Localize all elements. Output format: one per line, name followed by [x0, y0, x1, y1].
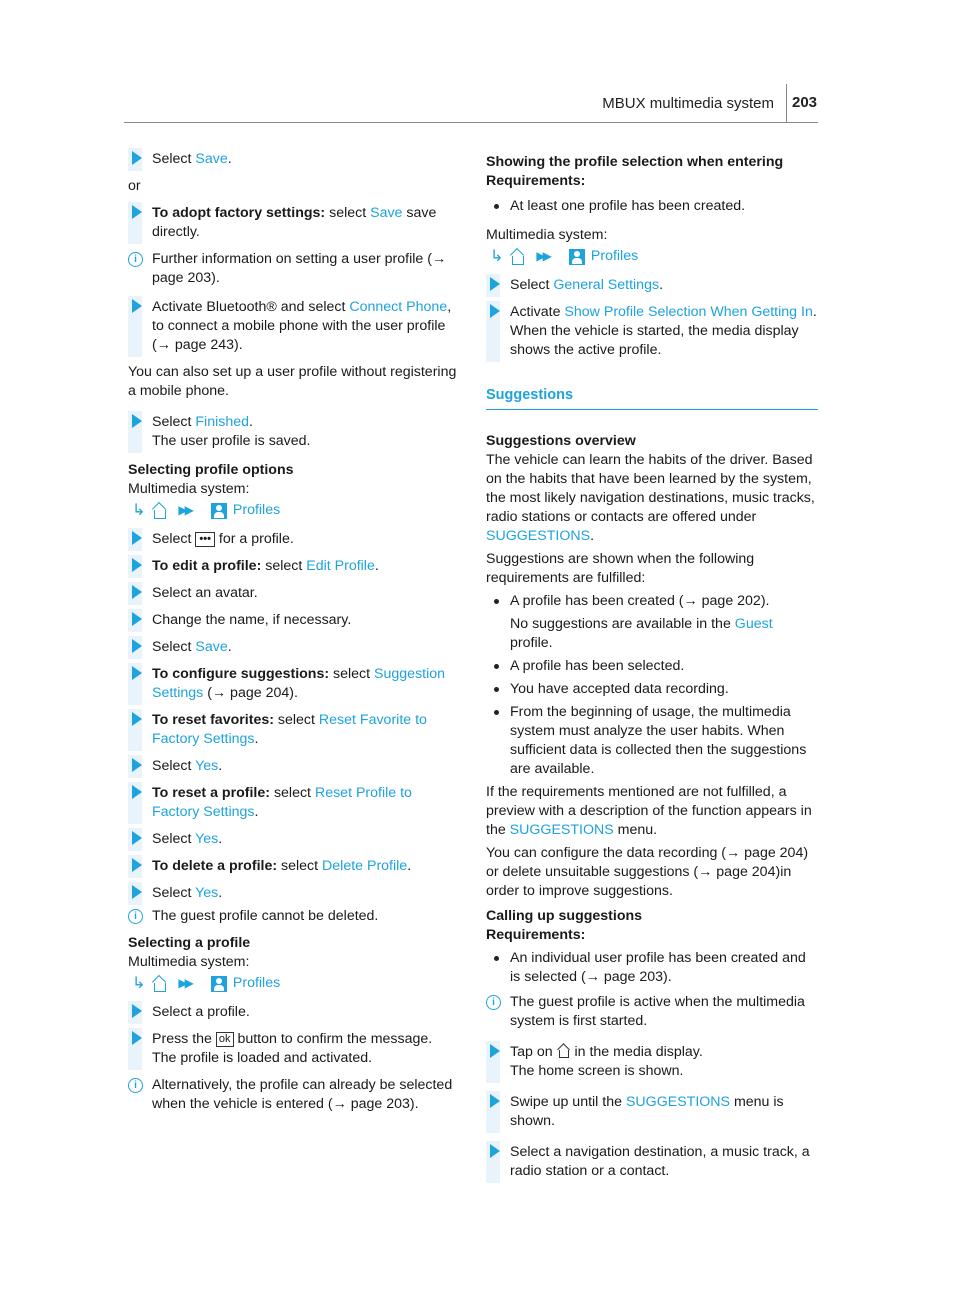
menu-link-profiles[interactable]: Profiles: [590, 248, 639, 264]
menu-link-reset-profile[interactable]: Reset Profile to Factory Settings: [152, 785, 412, 820]
right-column: [486, 150, 818, 1189]
step-delete-profile: To delete a profile: select Delete Profile.: [128, 857, 460, 876]
home-icon: [509, 249, 526, 265]
step-arrow-icon: [132, 639, 142, 653]
menu-link-reset-favorite[interactable]: Reset Favorite to Factory Settings: [152, 712, 427, 747]
multimedia-system-label: Multimedia system:: [128, 481, 250, 497]
step-arrow-icon: [132, 1004, 142, 1018]
menu-link-save[interactable]: Save: [195, 151, 228, 167]
heading-suggestions-overview: Suggestions overview: [486, 433, 636, 449]
return-arrow-icon: ↳: [490, 248, 504, 265]
step-general-settings: Select General Settings.: [486, 276, 818, 295]
menu-link-profiles[interactable]: Profiles: [232, 502, 281, 518]
more-options-icon[interactable]: •••: [195, 532, 215, 547]
step-activate-bluetooth: Activate Bluetooth® and select Connect Phone, to connect a mobile phone with the user profile (→ page 243).: [128, 298, 460, 355]
paragraph-requirements-intro: Suggestions are shown when the following requirements are fulfilled:: [486, 551, 755, 586]
step-arrow-icon: [132, 299, 142, 313]
menu-link-yes[interactable]: Yes: [195, 758, 219, 774]
list-item-subtext: No suggestions are available in the Guest profile.: [510, 616, 773, 651]
step-arrow-icon: [490, 1094, 500, 1108]
step-change-name: Change the name, if necessary.: [128, 611, 460, 630]
return-arrow-icon: ↳: [132, 502, 146, 519]
step-arrow-icon: [132, 758, 142, 772]
step-tap-home: Tap on in the media display. The home screen is shown.: [486, 1043, 818, 1081]
info-icon: i: [128, 252, 143, 267]
step-arrow-icon: [132, 612, 142, 626]
menu-path-profiles: [128, 974, 460, 993]
home-icon[interactable]: [557, 1044, 571, 1058]
requirements-label: Requirements:: [486, 173, 586, 189]
list-item: An individual user profile has been created and is selected (→ page 203).: [486, 949, 818, 987]
menu-link-connect-phone[interactable]: Connect Phone: [349, 299, 448, 315]
step-arrow-icon: [132, 885, 142, 899]
multimedia-system-label: Multimedia system:: [128, 954, 250, 970]
menu-link-yes[interactable]: Yes: [195, 885, 219, 901]
menu-link-finished[interactable]: Finished: [195, 414, 250, 430]
menu-link-save[interactable]: Save: [370, 205, 403, 221]
or-text: or: [128, 178, 141, 194]
return-arrow-icon: ↳: [132, 975, 146, 992]
step-select-more: Select ••• for a profile.: [128, 530, 460, 549]
step-arrow-icon: [132, 666, 142, 680]
paragraph-configure: You can configure the data recording (→ page 204) or delete unsuitable suggestions (→ page 204)in order to improve suggestions.: [486, 845, 809, 899]
step-select-finished: Select Finished. The user profile is saved.: [128, 413, 460, 451]
step-arrow-icon: [132, 151, 142, 165]
list-item: A profile has been created (→ page 202).: [486, 592, 818, 611]
step-select-profile: Select a profile.: [128, 1003, 460, 1022]
step-arrow-icon: [132, 585, 142, 599]
menu-link-suggestions[interactable]: SUGGESTIONS: [509, 822, 614, 838]
menu-link-edit-profile[interactable]: Edit Profile: [306, 558, 375, 574]
menu-path-profiles: [128, 501, 460, 520]
step-arrow-icon: [490, 1144, 500, 1158]
header-title: MBUX multimedia system: [602, 95, 774, 112]
list-item: From the beginning of usage, the multimedia system must analyze the user habits. When sufficient data is collected then the suggestions are available.: [486, 703, 818, 779]
step-select-yes-2: Select Yes.: [128, 830, 460, 849]
menu-path-profiles: [486, 247, 818, 266]
menu-link-save[interactable]: Save: [195, 639, 228, 655]
section-title-suggestions: Suggestions: [486, 386, 818, 410]
profile-icon: [569, 249, 585, 265]
menu-link-profiles[interactable]: Profiles: [232, 975, 281, 991]
step-configure-suggestions: To configure suggestions: select Suggestion Settings (→ page 204).: [128, 665, 460, 703]
step-arrow-icon: [132, 858, 142, 872]
paragraph-overview: The vehicle can learn the habits of the driver. Based on the habits that have been learned by the system, the most likely navigation destinations, music tracks, radio stations or contacts are offered under SUGGESTIONS.: [486, 452, 815, 544]
menu-link-suggestions[interactable]: SUGGESTIONS: [486, 528, 591, 544]
menu-link-guest[interactable]: Guest: [734, 616, 773, 632]
step-arrow-icon: [490, 1044, 500, 1058]
forward-icon: ▶▶: [178, 976, 191, 990]
menu-link-show-profile-selection[interactable]: Show Profile Selection When Getting In: [564, 304, 813, 320]
profile-icon: [211, 976, 227, 992]
step-arrow-icon: [132, 205, 142, 219]
step-select-yes-1: Select Yes.: [128, 757, 460, 776]
step-select-save: Select Save.: [128, 150, 460, 169]
list-item: You have accepted data recording.: [486, 680, 818, 699]
step-arrow-icon: [132, 531, 142, 545]
step-arrow-icon: [490, 277, 500, 291]
step-arrow-icon: [490, 304, 500, 318]
left-column: [128, 150, 460, 1120]
multimedia-system-label: Multimedia system:: [486, 227, 608, 243]
menu-link-yes[interactable]: Yes: [195, 831, 219, 847]
note-alternatively: i Alternatively, the profile can already be selected when the vehicle is entered (→ page 203).: [128, 1076, 460, 1114]
list-item: A profile has been selected.: [486, 657, 818, 676]
header-rule: [124, 122, 818, 123]
profile-icon: [211, 503, 227, 519]
note-guest-profile: i The guest profile cannot be deleted.: [128, 907, 460, 926]
step-select-avatar: Select an avatar.: [128, 584, 460, 603]
step-arrow-icon: [132, 1031, 142, 1045]
heading-show-profile-selection: Showing the profile selection when entering: [486, 154, 784, 170]
heading-selecting-profile: Selecting a profile: [128, 935, 251, 951]
info-icon: i: [486, 995, 501, 1010]
forward-icon: ▶▶: [178, 503, 191, 517]
home-icon: [151, 976, 168, 992]
step-select-yes-3: Select Yes.: [128, 884, 460, 903]
step-arrow-icon: [132, 558, 142, 572]
list-item: At least one profile has been created.: [486, 197, 818, 216]
forward-icon: ▶▶: [536, 249, 549, 263]
ok-button-icon[interactable]: ok: [216, 1032, 234, 1047]
heading-calling-up: Calling up suggestions: [486, 908, 643, 924]
step-reset-profile: To reset a profile: select Reset Profile to Factory Settings.: [128, 784, 460, 822]
paragraph-setup: You can also set up a user profile without registering a mobile phone.: [128, 364, 457, 399]
step-reset-favorites: To reset favorites: select Reset Favorite to Factory Settings.: [128, 711, 460, 749]
step-show-profile-selection: Activate Show Profile Selection When Getting In. When the vehicle is started, the media display shows the active profile.: [486, 303, 818, 360]
heading-profile-options: Selecting profile options: [128, 462, 294, 478]
menu-link-delete-profile[interactable]: Delete Profile: [322, 858, 408, 874]
step-arrow-icon: [132, 712, 142, 726]
home-icon: [151, 503, 168, 519]
note-further-info: i Further information on setting a user profile (→ page 203).: [128, 250, 460, 288]
step-edit-profile: To edit a profile: select Edit Profile.: [128, 557, 460, 576]
info-icon: i: [128, 909, 143, 924]
menu-link-general-settings[interactable]: General Settings: [553, 277, 660, 293]
step-arrow-icon: [132, 414, 142, 428]
paragraph-not-fulfilled: If the requirements mentioned are not fulfilled, a preview with a description of the function appears in the SUGGESTIONS menu.: [486, 784, 812, 838]
step-arrow-icon: [132, 785, 142, 799]
step-select-destination: Select a navigation destination, a music track, a radio station or a contact.: [486, 1143, 818, 1181]
page-number: 203: [792, 94, 818, 111]
step-select-save-2: Select Save.: [128, 638, 460, 657]
step-factory-settings: To adopt factory settings: select Save save directly.: [128, 204, 460, 242]
info-icon: i: [128, 1078, 143, 1093]
menu-link-suggestion-settings[interactable]: Suggestion Settings: [152, 666, 446, 701]
requirements-label: Requirements:: [486, 927, 586, 943]
menu-link-suggestions[interactable]: SUGGESTIONS: [625, 1094, 731, 1110]
step-arrow-icon: [132, 831, 142, 845]
header-divider: [786, 84, 787, 122]
step-press-ok: Press the ok button to confirm the message. The profile is loaded and activated.: [128, 1030, 460, 1068]
step-swipe-up: Swipe up until the SUGGESTIONS menu is shown.: [486, 1093, 818, 1131]
note-guest-active: i The guest profile is active when the multimedia system is first started.: [486, 993, 818, 1031]
